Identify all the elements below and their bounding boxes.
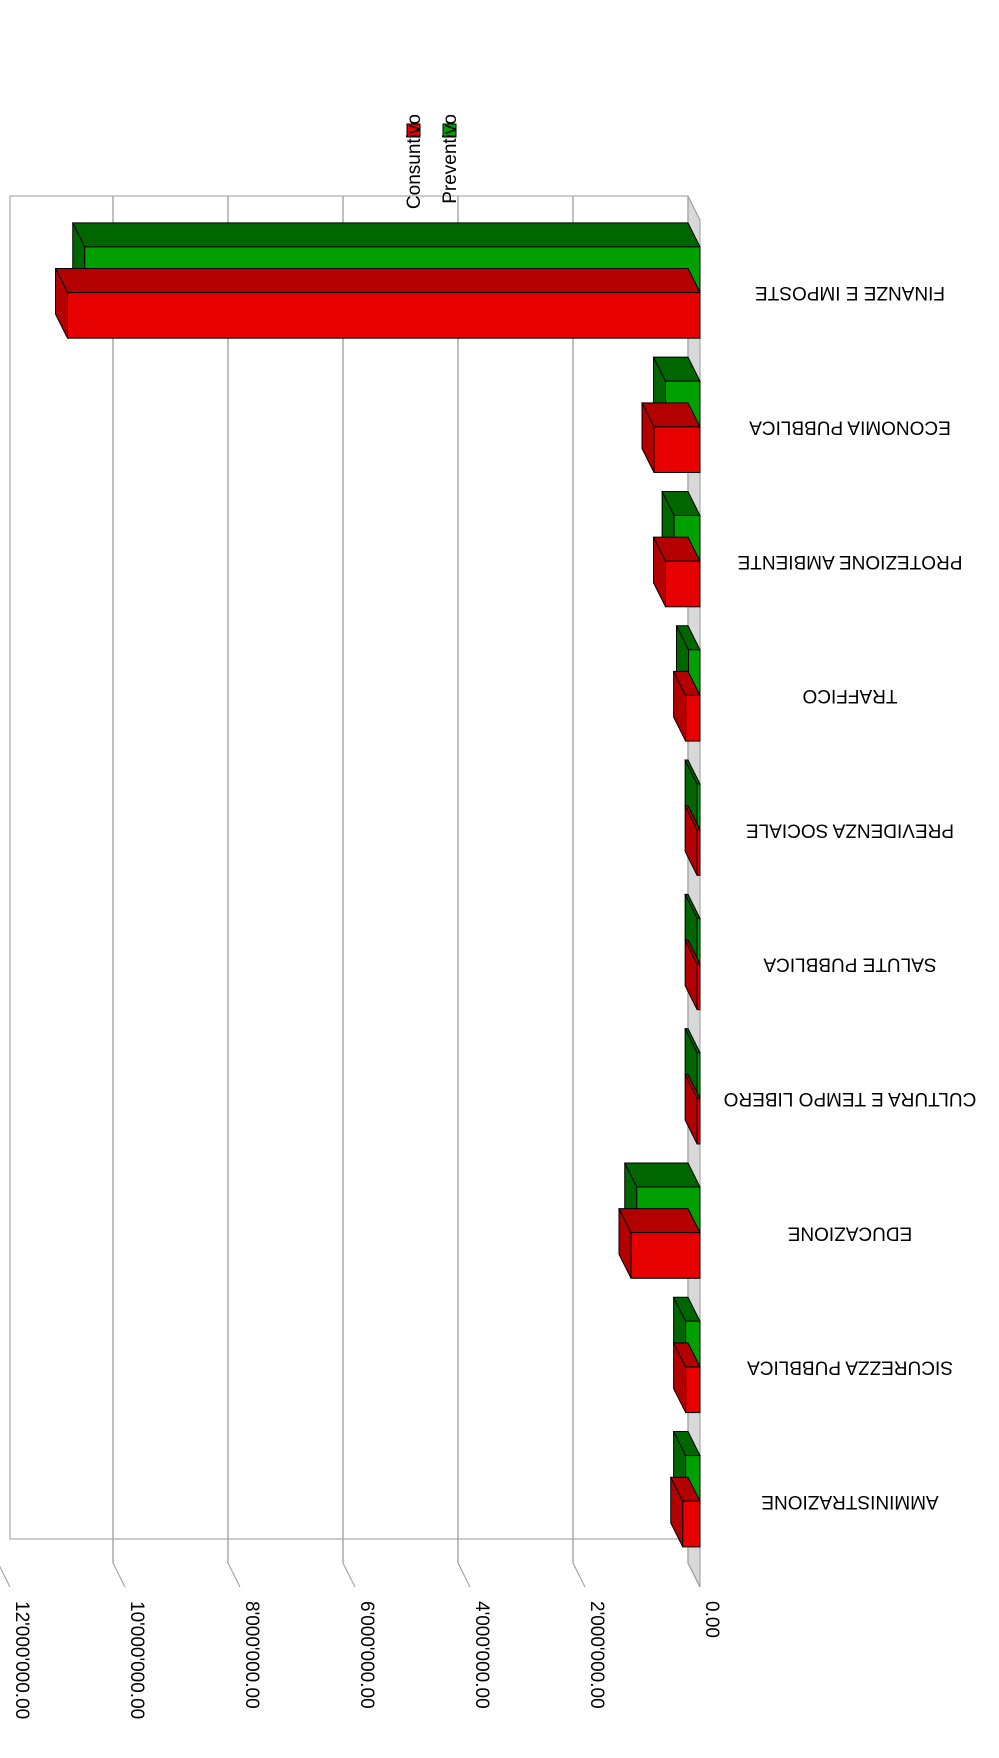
gridline-floor bbox=[458, 1563, 470, 1587]
tick-label: 0.00 bbox=[701, 1601, 722, 1638]
category-label: FINANZE E IMPOSTE bbox=[754, 282, 946, 304]
tick-label: 8'000'000.00 bbox=[241, 1601, 262, 1709]
bar-consuntivo bbox=[642, 403, 700, 473]
gridline-floor bbox=[573, 1563, 585, 1587]
gridline-floor bbox=[343, 1563, 355, 1587]
value-axis-ticks bbox=[11, 1601, 722, 1719]
category-label: CULTURA E TEMPO LIBERO bbox=[723, 1087, 977, 1109]
category-label: SALUTE PUBBLICA bbox=[763, 953, 937, 975]
legend-label: Consuntivo bbox=[404, 114, 425, 210]
category-label: EDUCAZIONE bbox=[787, 1222, 913, 1244]
plot-back-wall bbox=[10, 196, 688, 1539]
legend-label: Preventivo bbox=[440, 114, 461, 204]
category-label: PREVIDENZA SOCIALE bbox=[745, 819, 955, 841]
tick-label: 6'000'000.00 bbox=[356, 1601, 377, 1709]
tick-label: 4'000'000.00 bbox=[471, 1601, 492, 1709]
gridline-floor bbox=[228, 1563, 240, 1587]
category-label: SICUREZZA PUBBLICA bbox=[747, 1356, 953, 1378]
category-label: TRAFFICO bbox=[802, 685, 898, 707]
tick-label: 2'000'000.00 bbox=[586, 1601, 607, 1709]
category-label: AMMINISTRAZIONE bbox=[761, 1490, 939, 1512]
tick-label: 12'000'000.00 bbox=[11, 1601, 32, 1720]
legend bbox=[404, 114, 461, 209]
bar-consuntivo bbox=[56, 269, 701, 339]
bar-consuntivo bbox=[654, 537, 701, 607]
gridline-floor bbox=[0, 1563, 10, 1587]
category-label: ECONOMIA PUBBLICA bbox=[749, 416, 951, 438]
bar-consuntivo bbox=[619, 1209, 700, 1279]
gridline-floor bbox=[113, 1563, 125, 1587]
category-label: PROTEZIONE AMBIENTE bbox=[737, 550, 963, 572]
category-labels bbox=[724, 282, 977, 1512]
tick-label: 10'000'000.00 bbox=[126, 1601, 147, 1720]
